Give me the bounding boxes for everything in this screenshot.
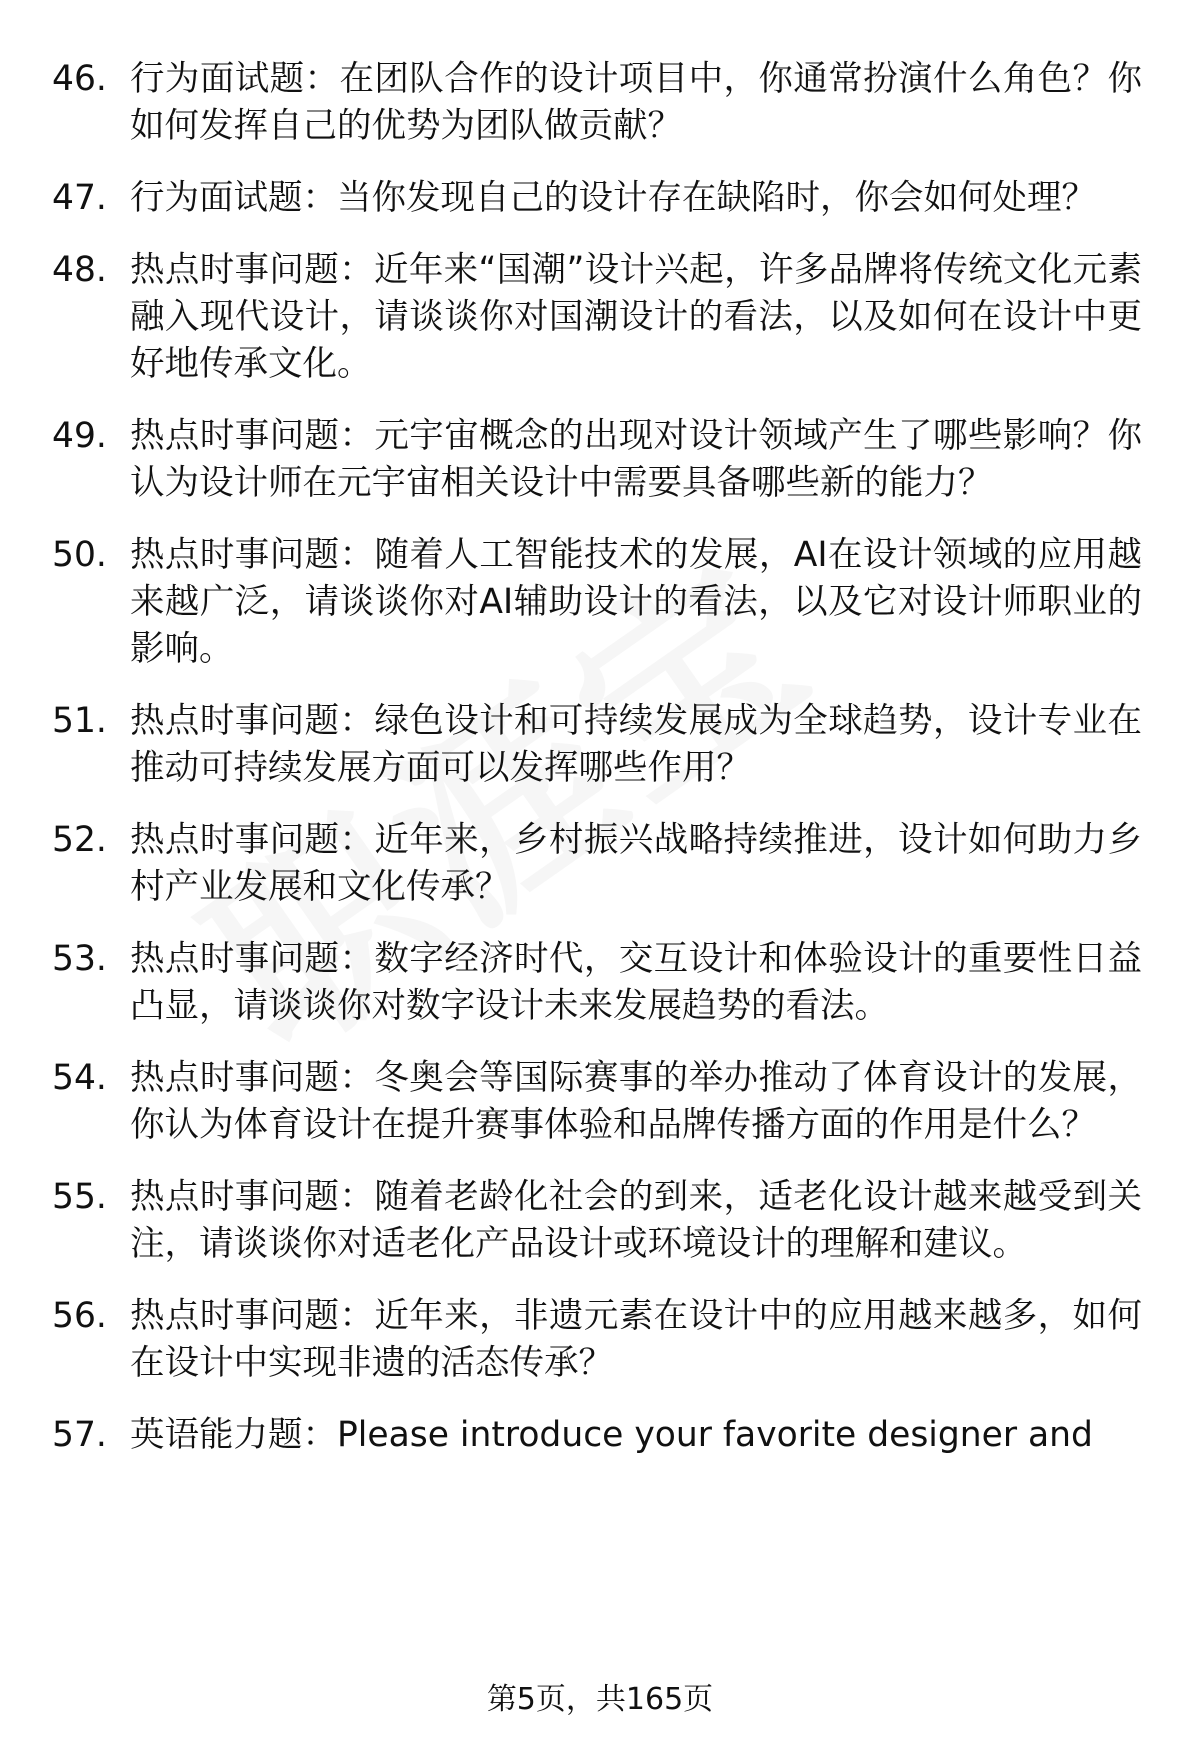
question-number: 46. [52, 59, 107, 99]
question-number: 54. [52, 1058, 107, 1098]
list-item [52, 1293, 1142, 1387]
question-text: 热点时事问题：元宇宙概念的出现对设计领域产生了哪些影响？你认为设计师在元宇宙相关设计中需要具备哪些新的能力？ [130, 416, 1142, 503]
list-item [52, 1174, 1142, 1268]
question-text: 行为面试题：在团队合作的设计项目中，你通常扮演什么角色？你如何发挥自己的优势为团队做贡献？ [130, 59, 1142, 146]
question-number: 56. [52, 1296, 107, 1336]
question-number: 48. [52, 250, 107, 290]
question-text: 热点时事问题：随着老龄化社会的到来，适老化设计越来越受到关注，请谈谈你对适老化产品设计或环境设计的理解和建议。 [130, 1177, 1142, 1264]
question-number: 51. [52, 701, 107, 741]
list-item [52, 1055, 1142, 1149]
question-text: 热点时事问题：近年来“国潮”设计兴起，许多品牌将传统文化元素融入现代设计，请谈谈你对国潮设计的看法，以及如何在设计中更好地传承文化。 [130, 250, 1142, 384]
list-item [52, 817, 1142, 911]
question-text: 行为面试题：当你发现自己的设计存在缺陷时，你会如何处理？ [130, 178, 1096, 218]
list-item [52, 1412, 1142, 1459]
question-list [52, 56, 1142, 1484]
question-number: 57. [52, 1415, 107, 1455]
question-number: 55. [52, 1177, 107, 1217]
question-number: 53. [52, 939, 107, 979]
question-text: 热点时事问题：冬奥会等国际赛事的举办推动了体育设计的发展，你认为体育设计在提升赛事体验和品牌传播方面的作用是什么？ [130, 1058, 1142, 1145]
question-number: 47. [52, 178, 107, 218]
list-item [52, 698, 1142, 792]
question-number: 50. [52, 535, 107, 575]
question-text: 热点时事问题：绿色设计和可持续发展成为全球趋势，设计专业在推动可持续发展方面可以发挥哪些作用？ [130, 701, 1142, 788]
question-number: 49. [52, 416, 107, 456]
question-text: 热点时事问题：近年来，乡村振兴战略持续推进，设计如何助力乡村产业发展和文化传承？ [130, 820, 1142, 907]
list-item [52, 532, 1142, 673]
question-text: 热点时事问题：随着人工智能技术的发展，AI在设计领域的应用越来越广泛，请谈谈你对AI辅助设计的看法，以及它对设计师职业的影响。 [130, 535, 1142, 669]
list-item [52, 936, 1142, 1030]
list-item [52, 413, 1142, 507]
question-text: 热点时事问题：近年来，非遗元素在设计中的应用越来越多，如何在设计中实现非遗的活态传承？ [130, 1296, 1142, 1383]
question-text: 热点时事问题：数字经济时代，交互设计和体验设计的重要性日益凸显，请谈谈你对数字设计未来发展趋势的看法。 [130, 939, 1142, 1026]
list-item [52, 247, 1142, 388]
question-text: 英语能力题：Please introduce your favorite designer and [130, 1415, 1093, 1455]
question-number: 52. [52, 820, 107, 860]
list-item [52, 56, 1142, 150]
page-footer: 第5页，共165页 [486, 1682, 714, 1717]
list-item [52, 175, 1142, 222]
